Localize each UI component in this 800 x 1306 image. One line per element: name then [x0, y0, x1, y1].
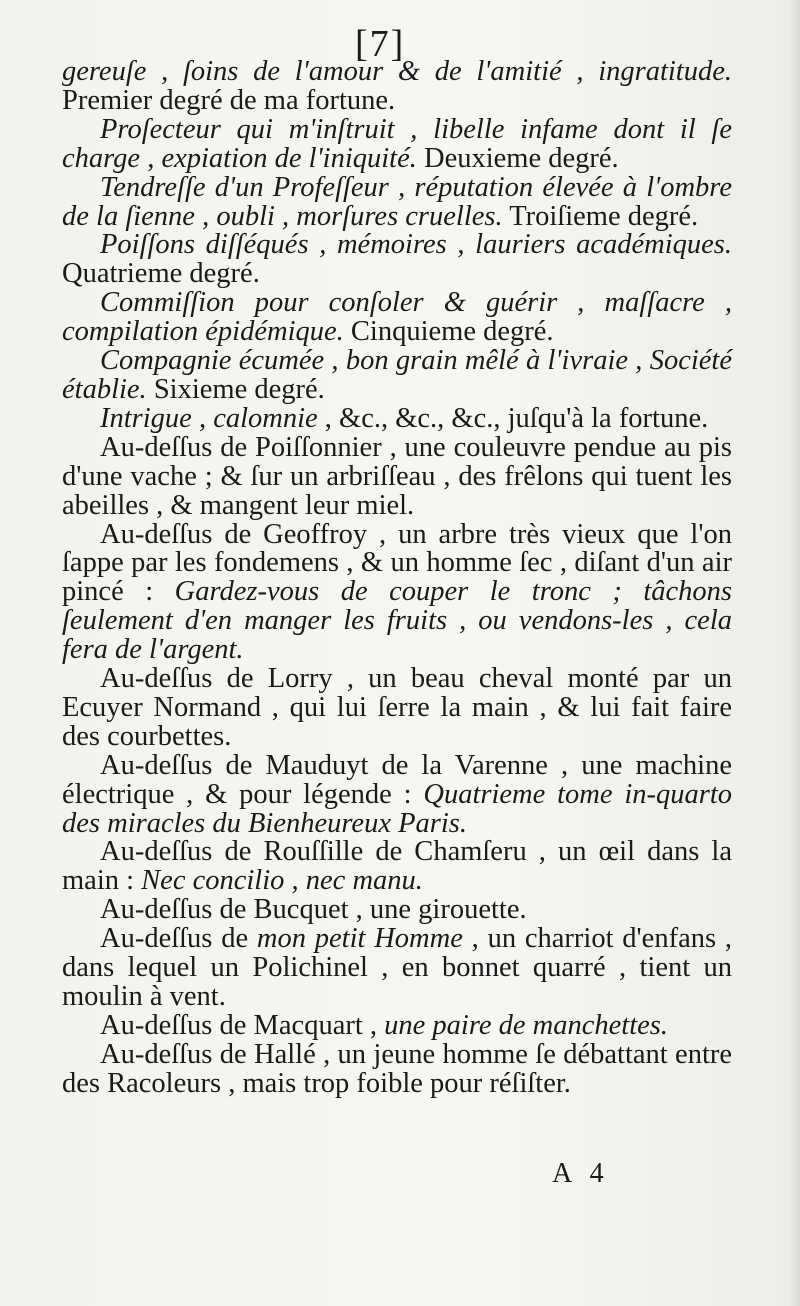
paragraph	[62, 1038, 732, 1099]
paragraph	[62, 171, 732, 232]
italic-text: Gardez-vous de couper le tronc ; tâchons ſeulement d'en manger les fruits , ou vendons-les , cela fera de l'argent.	[62, 576, 733, 666]
paragraph	[62, 58, 732, 116]
page-body	[62, 58, 732, 1099]
italic-text: Poiſſons diſſéqués , mémoires , lauriers académiques.	[100, 229, 732, 261]
roman-text: , un charriot d'enfans , dans lequel un Polichinel , en bonnet quarré , tient un moulin à vent.	[62, 923, 732, 1012]
roman-text: Deuxieme degré.	[416, 142, 619, 174]
paragraph	[62, 896, 732, 925]
roman-text: Au-deſſus de Mauduyt de la Varenne , une machine électrique , & pour légende :	[62, 749, 732, 810]
roman-text: Au-deſſus de Hallé , un jeune homme ſe débattant entre des Racoleurs , mais trop foible pour réſiſter.	[62, 1038, 732, 1099]
paragraph	[62, 925, 732, 1012]
paragraph	[62, 431, 732, 521]
paragraph	[62, 289, 732, 347]
paragraph	[62, 113, 732, 174]
paragraph	[62, 402, 732, 434]
paragraph	[62, 1009, 732, 1041]
roman-text: Premier degré de ma fortune.	[62, 84, 396, 116]
page-edge-shadow	[788, 0, 800, 1306]
italic-text: gereuſe , ſoins de l'amour & de l'amitié , ingratitude.	[62, 56, 732, 87]
roman-text: Au-deſſus de Poiſſonnier , une couleuvre pendue au pis d'une vache ; & ſur un arbriſſeau , des frêlons qui tuent les abeilles , & mangent leur miel.	[62, 431, 732, 521]
italic-text: Nec concilio , nec manu.	[141, 865, 423, 897]
roman-text: , &c., &c., &c., juſqu'à la fortune.	[317, 402, 709, 434]
paragraph	[62, 665, 732, 752]
paragraph	[62, 749, 732, 839]
roman-text: Troiſieme degré.	[502, 200, 699, 232]
italic-text: Intrigue , calomnie	[100, 402, 318, 434]
page-number: [7]	[355, 23, 406, 65]
roman-text: Sixieme degré.	[146, 373, 325, 405]
paragraph	[62, 347, 732, 405]
italic-text: mon petit Homme	[256, 923, 463, 955]
italic-text: Quatrieme tome in-quarto des miracles du Bienheureux Paris.	[62, 778, 732, 839]
italic-text: Compagnie écumée , bon grain mêlé à l'ivraie , Société établie.	[62, 345, 732, 405]
roman-text: Quatrieme degré.	[62, 258, 260, 290]
paragraph	[62, 518, 733, 666]
italic-text: Proſecteur qui m'inſtruit , libelle infame dont il ſe charge , expiation de l'iniquité.	[62, 113, 732, 174]
paragraph	[62, 231, 732, 289]
roman-text: Au-deſſus de Geoffroy , un arbre très vieux que l'on ſappe par les fondemens , & un homme ſec , diſant d'un air pincé :	[62, 518, 732, 608]
italic-text: Commiſſion pour conſoler & guérir , maſſacre , compilation épidémique.	[62, 287, 732, 348]
roman-text: Au-deſſus de Rouſſille de Chamſeru , un œil dans la main :	[62, 836, 732, 897]
roman-text: Cinquieme degré.	[343, 316, 554, 348]
signature-mark: A 4	[552, 1158, 610, 1189]
roman-text: Au-deſſus de Macquart ,	[100, 1009, 385, 1041]
italic-text: une paire de manchettes.	[384, 1009, 668, 1041]
roman-text: Au-deſſus de Lorry , un beau cheval monté par un Ecuyer Normand , qui lui ſerre la main , & lui fait faire des courbettes.	[62, 663, 732, 752]
roman-text: Au-deſſus de Bucquet , une girouette.	[100, 894, 527, 926]
italic-text: Tendreſſe d'un Profeſſeur , réputation élevée à l'ombre de la ſienne , oubli , morſures cruelles.	[62, 171, 732, 232]
paragraph	[62, 838, 732, 896]
roman-text: Au-deſſus de	[100, 923, 257, 955]
